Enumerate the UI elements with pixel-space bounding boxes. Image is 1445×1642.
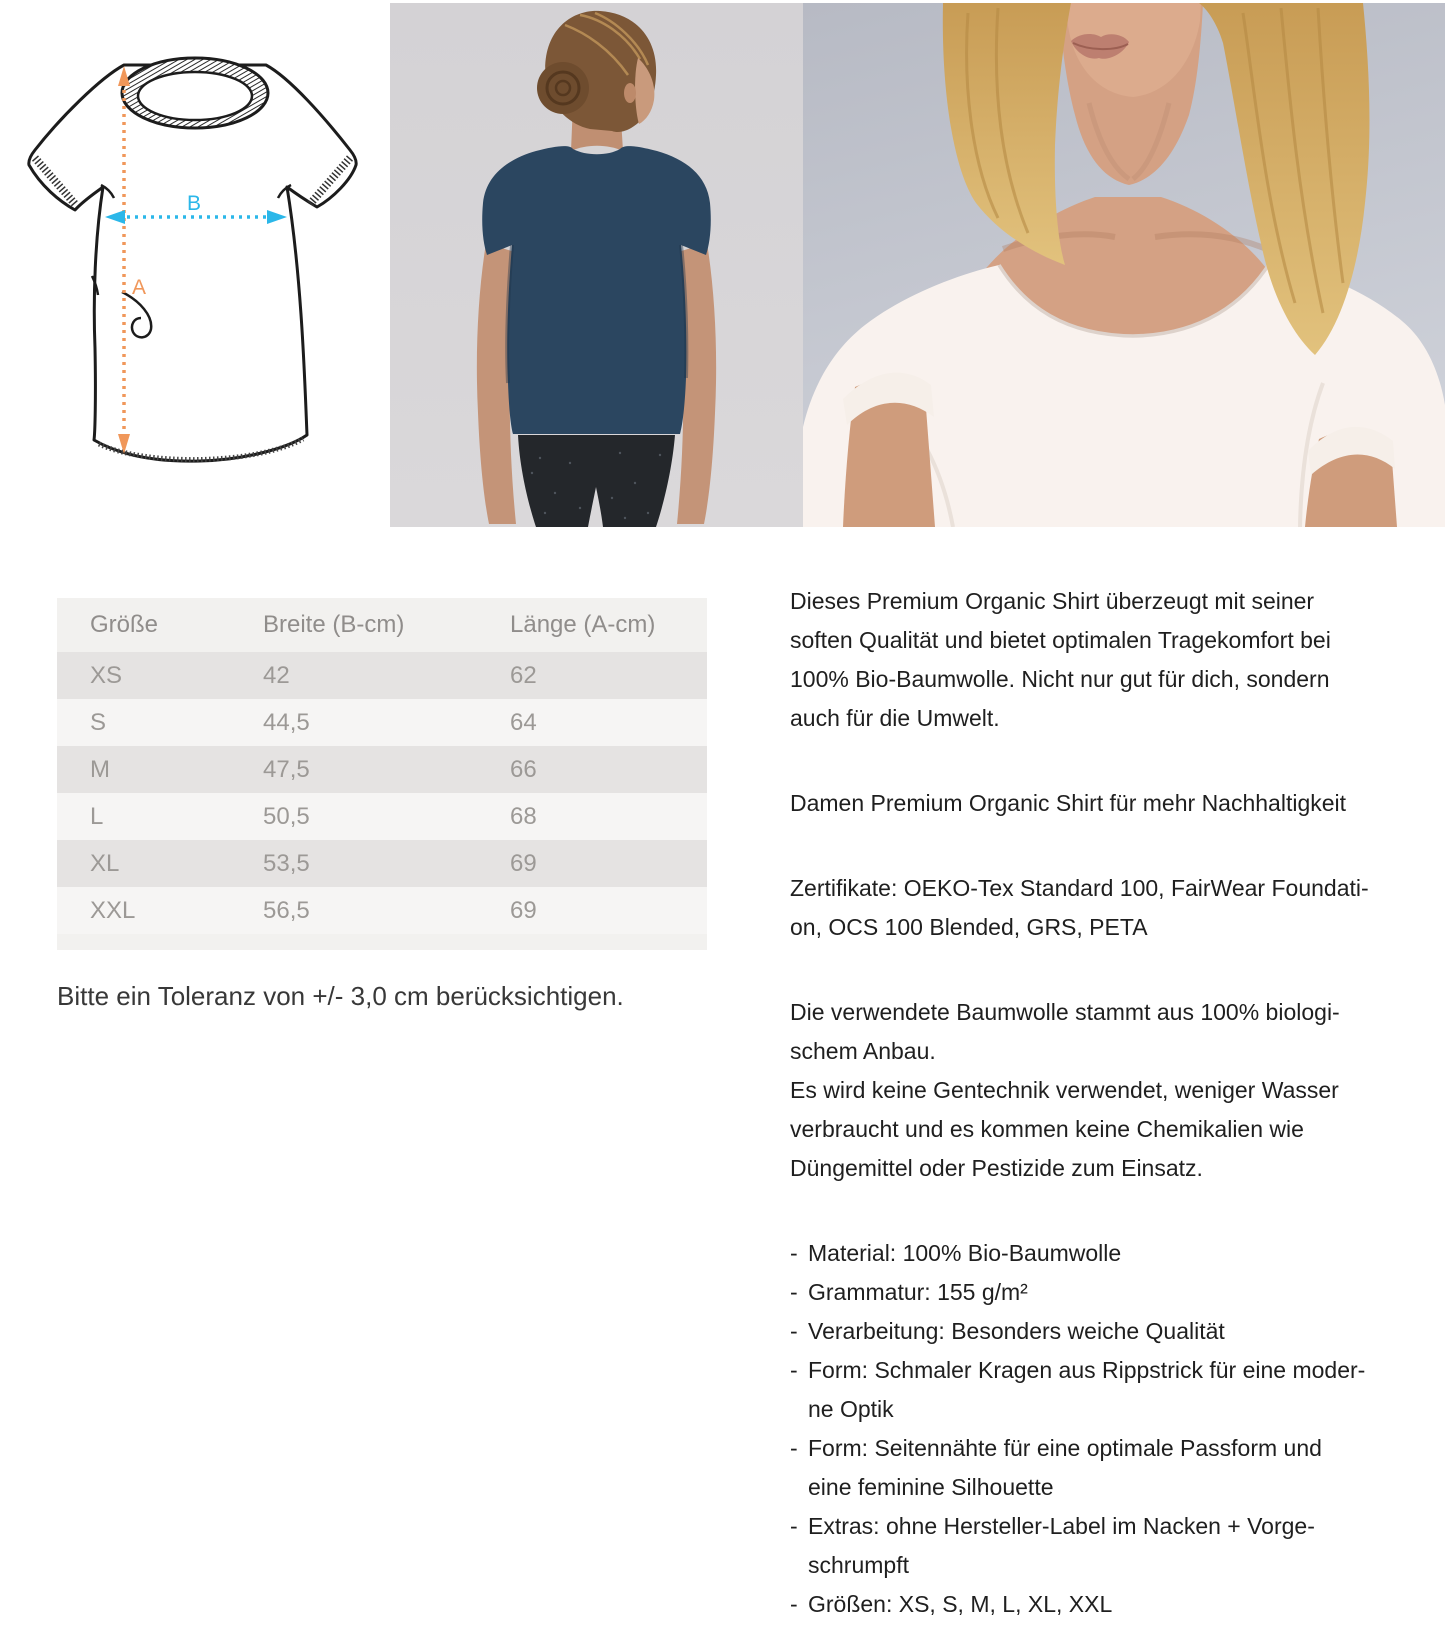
bullet-item <box>790 1507 1405 1546</box>
description-bullet-list <box>790 1234 1405 1624</box>
bullet-continuation: ne Optik <box>808 1396 894 1422</box>
table-row <box>57 699 707 746</box>
bullet-item <box>790 1351 1405 1390</box>
navy-tshirt <box>482 146 711 434</box>
tolerance-note: Bitte ein Toleranz von +/- 3,0 cm berücksichtigen. <box>57 981 624 1011</box>
description-paragraph <box>790 993 1405 1188</box>
description-line: verbraucht und es kommen keine Chemikalien wie <box>790 1116 1304 1142</box>
model-front-illustration <box>803 3 1445 527</box>
cell-size: XS <box>90 661 123 689</box>
ear <box>624 83 636 103</box>
cell-width: 47,5 <box>263 755 310 783</box>
cell-length: 64 <box>510 708 537 736</box>
bullet-marker: - <box>790 1591 798 1617</box>
bullet-text: Form: Seitennähte für eine optimale Passform und <box>808 1435 1322 1461</box>
table-row <box>57 840 707 887</box>
description-line: on, OCS 100 Blended, GRS, PETA <box>790 914 1148 940</box>
bullet-item <box>790 1312 1405 1351</box>
cell-width: 44,5 <box>263 708 310 736</box>
description-paragraph <box>790 869 1405 947</box>
bullet-marker: - <box>790 1357 798 1383</box>
bullet-item <box>790 1234 1405 1273</box>
product-description <box>790 582 1405 1624</box>
size-chart-table <box>57 598 707 950</box>
bullet-text: Material: 100% Bio-Baumwolle <box>808 1240 1122 1266</box>
cell-width: 53,5 <box>263 849 310 877</box>
col-header-length: Länge (A-cm) <box>510 611 656 638</box>
description-line: Dieses Premium Organic Shirt überzeugt mit seiner <box>790 588 1315 614</box>
bullet-marker: - <box>790 1318 798 1344</box>
collar-inner <box>138 72 252 120</box>
table-row <box>57 887 707 934</box>
description-line: Es wird keine Gentechnik verwendet, weniger Wasser <box>790 1077 1339 1103</box>
hair-bun <box>537 62 589 114</box>
model-back-illustration <box>390 3 803 527</box>
model-front-photo <box>803 3 1445 527</box>
tshirt-measure-drawing <box>15 38 370 488</box>
table-row <box>57 793 707 840</box>
model-back-photo <box>390 3 803 527</box>
bullet-text: Extras: ohne Hersteller-Label im Nacken + Vorge- <box>808 1513 1315 1539</box>
bullet-marker: - <box>790 1279 798 1305</box>
col-header-size: Größe <box>90 611 159 638</box>
cell-width: 56,5 <box>263 896 310 924</box>
table-header-row <box>57 598 707 652</box>
bullet-marker: - <box>790 1435 798 1461</box>
bullet-text: Form: Schmaler Kragen aus Rippstrick für eine moder- <box>808 1357 1366 1383</box>
cell-size: XXL <box>90 896 136 924</box>
table-row <box>57 746 707 793</box>
col-header-width: Breite (B-cm) <box>263 611 405 638</box>
width-label: B <box>187 192 202 215</box>
cell-length: 69 <box>510 896 537 924</box>
bullet-marker: - <box>790 1513 798 1539</box>
bullet-text: Grammatur: 155 g/m² <box>808 1279 1028 1305</box>
description-line: Damen Premium Organic Shirt für mehr Nachhaltigkeit <box>790 790 1347 816</box>
cell-size: M <box>90 755 110 783</box>
description-paragraph <box>790 582 1405 738</box>
description-line: Zertifikate: OEKO-Tex Standard 100, FairWear Foundati- <box>790 875 1369 901</box>
description-line: Düngemittel oder Pestizide zum Einsatz. <box>790 1155 1203 1181</box>
size-diagram <box>15 38 370 488</box>
description-line: soften Qualität und bietet optimalen Tragekomfort bei <box>790 627 1331 653</box>
bullet-item <box>790 1429 1405 1468</box>
cell-size: XL <box>90 849 120 877</box>
description-paragraph <box>790 784 1405 823</box>
description-line: schem Anbau. <box>790 1038 936 1064</box>
bullet-item <box>790 1273 1405 1312</box>
bullet-continuation: eine feminine Silhouette <box>808 1474 1054 1500</box>
description-line: Die verwendete Baumwolle stammt aus 100% biologi- <box>790 999 1340 1025</box>
description-line: auch für die Umwelt. <box>790 705 1000 731</box>
table-row <box>57 652 707 699</box>
bullet-text: Größen: XS, S, M, L, XL, XXL <box>808 1591 1113 1617</box>
cell-length: 69 <box>510 849 537 877</box>
length-label: A <box>132 276 147 299</box>
cell-size: S <box>90 708 107 736</box>
bullet-marker: - <box>790 1240 798 1266</box>
cell-length: 68 <box>510 802 537 830</box>
cell-width: 50,5 <box>263 802 310 830</box>
cell-size: L <box>90 802 104 830</box>
cell-width: 42 <box>263 661 290 689</box>
bullet-text: Verarbeitung: Besonders weiche Qualität <box>808 1318 1225 1344</box>
description-line: 100% Bio-Baumwolle. Nicht nur gut für dich, sondern <box>790 666 1330 692</box>
bullet-continuation: schrumpft <box>808 1552 909 1578</box>
cell-length: 66 <box>510 755 537 783</box>
cell-length: 62 <box>510 661 537 689</box>
bullet-item <box>790 1585 1405 1624</box>
